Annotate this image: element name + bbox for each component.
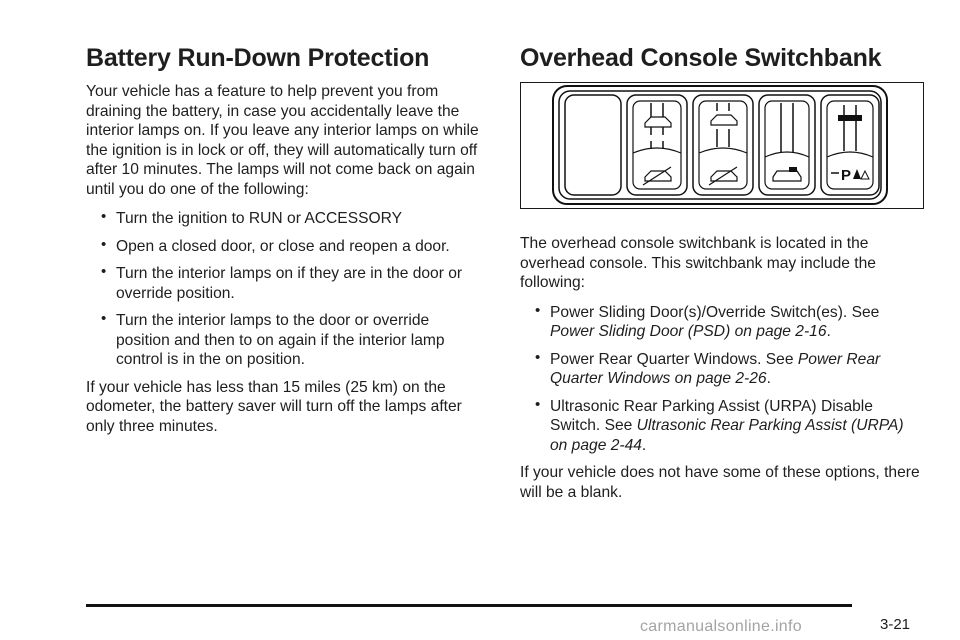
switchbank-drawing <box>521 83 922 207</box>
bullet-item: • Turn the interior lamps on if they are in the door or override position. <box>86 264 486 303</box>
battery-bullet-list <box>86 209 486 370</box>
cross-reference-link[interactable]: Power Sliding Door (PSD) on page 2-16 <box>550 323 827 340</box>
bullet-item: • Power Rear Quarter Windows. See Power Rear Quarter Windows on page 2-26. <box>520 350 924 389</box>
page-number: 3-21 <box>880 616 911 633</box>
urpa-switch[interactable] <box>821 95 879 195</box>
sliding-door-right-switch[interactable] <box>693 95 753 195</box>
battery-intro-paragraph: Your vehicle has a feature to help prevent you from draining the battery, in case you accidentally leave the interior lamps on. If you leave any interior lamps on while the ignition is in lock or off, they will automatically turn off after 10 minutes. The lamps will not come back on again until you do one of the following: <box>86 83 479 198</box>
switchbank-bullet-list <box>520 303 924 456</box>
switchbank-closing-paragraph: If your vehicle does not have some of these options, there will be a blank. <box>520 464 920 501</box>
watermark: carmanualsonline.info <box>640 618 802 635</box>
left-column <box>86 40 486 436</box>
bullet-item: • Power Sliding Door(s)/Override Switch(es). See Power Sliding Door (PSD) on page 2-16. <box>520 303 924 342</box>
cross-reference-link[interactable]: Ultrasonic Rear Parking Assist (URPA) on page 2-44 <box>550 417 904 454</box>
section-heading-battery: Battery Run-Down Protection <box>86 44 430 72</box>
footer-rule <box>86 604 852 607</box>
rear-window-switch[interactable] <box>759 95 815 195</box>
cross-reference-link[interactable]: Power Rear Quarter Windows on page 2-26 <box>550 350 881 387</box>
bullet-item: • Ultrasonic Rear Parking Assist (URPA) Disable Switch. See Ultrasonic Rear Parking Assist (URPA) on page 2-44. <box>520 397 924 456</box>
bullet-item: • Open a closed door, or close and reopen a door. <box>86 237 486 257</box>
bullet-item: • Turn the interior lamps to the door or override position and then to on again if the interior lamp control is in the on position. <box>86 311 486 370</box>
parking-assist-label: P <box>841 167 852 184</box>
switchbank-intro-paragraph: The overhead console switchbank is located in the overhead console. This switchbank may include the following: <box>520 235 876 291</box>
switchbank-illustration <box>520 82 924 209</box>
right-column <box>520 40 924 502</box>
blank-slot <box>565 95 621 195</box>
sliding-door-left-switch[interactable] <box>627 95 687 195</box>
bullet-item: • Turn the ignition to RUN or ACCESSORY <box>86 209 486 229</box>
battery-closing-paragraph: If your vehicle has less than 15 miles (25 km) on the odometer, the battery saver will turn off the lamps after only three minutes. <box>86 378 462 435</box>
section-heading-switchbank: Overhead Console Switchbank <box>520 44 882 72</box>
